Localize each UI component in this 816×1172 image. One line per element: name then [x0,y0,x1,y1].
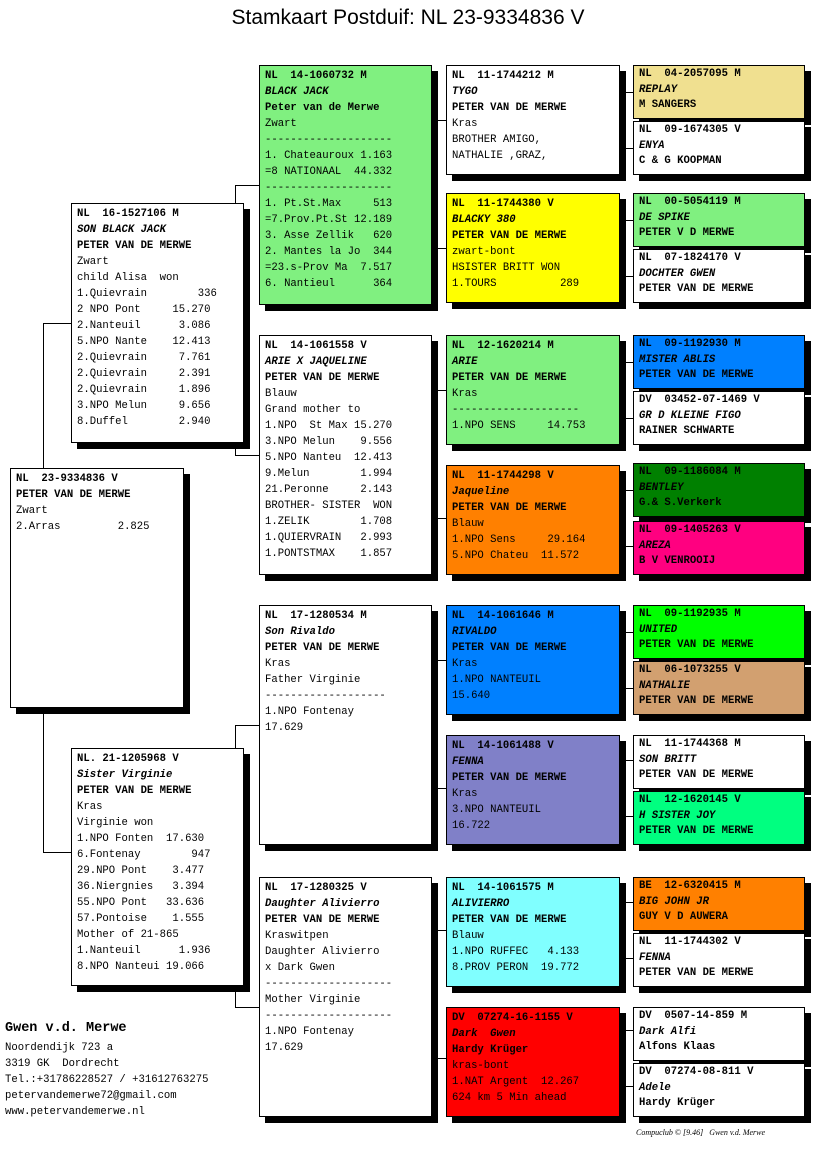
ring-number: NL 09-1192930 M [639,338,741,350]
card-line: 3.NPO Melun 9.656 [77,400,211,412]
card-line: Zwart [265,118,297,130]
connector-line [624,220,633,221]
ancestor-card [633,791,805,845]
ring-number: NL 17-1280534 M [265,610,367,622]
card-line: 5.NPO Nante 12.413 [77,336,211,348]
connector-line [437,248,446,249]
pigeon-name: Dark Alfi [639,1025,697,1038]
ring-number: NL 14-1061646 M [452,610,554,622]
connector-line [43,852,71,853]
connector-line [437,390,438,518]
card-line: -------------------- [265,978,393,990]
card-line: Zwart [16,505,48,517]
pigeon-name: UNITED [639,623,678,636]
card-line: 2. Mantes la Jo 344 [265,246,393,258]
card-line: 624 km 5 Min ahead [452,1092,567,1104]
card-line: =23.s-Prov Ma 7.517 [265,262,393,274]
owner-name: PETER VAN DE MERWE [265,914,380,926]
owner-address-block [5,1018,208,1120]
card-line: NATHALIE ,GRAZ, [452,150,548,162]
pigeon-name: DOCHTER GWEN [639,267,716,280]
card-line: 29.NPO Pont 3.477 [77,865,205,877]
pigeon-name: DE SPIKE [639,211,690,224]
card-line: Blauw [452,930,484,942]
pigeon-name: ALIVIERRO [452,898,510,910]
connector-line [624,92,633,93]
pigeon-name: ARIE X JAQUELINE [265,356,367,368]
ring-number: NL 17-1280325 V [265,882,367,894]
card-line: zwart-bont [452,246,516,258]
card-line: Mother of 21-865 [77,929,179,941]
pigeon-name: FENNA [452,756,484,768]
ancestor-card [633,661,805,715]
pigeon-name: MISTER ABLIS [639,353,716,366]
card-line: Daughter Alivierro [265,946,380,958]
connector-line [437,660,446,661]
pigeon-name: H SISTER JOY [639,809,716,822]
ring-number: NL 14-1061575 M [452,882,554,894]
owner-name: PETER VAN DE MERWE [77,240,192,252]
owner-name: PETER VAN DE MERWE [452,372,567,384]
ring-number: NL 12-1620145 V [639,794,741,806]
card-line: Kras [452,788,478,800]
card-line: 1.TOURS 289 [452,278,580,290]
connector-line [437,120,446,121]
owner-name: PETER VAN DE MERWE [639,769,754,781]
card-line: Kras [77,801,103,813]
card-line: 6. Nantieul 364 [265,278,393,290]
ring-number: NL. 21-1205968 V [77,753,179,765]
card-line: 6.Fontenay 947 [77,849,211,861]
pigeon-name: AREZA [639,539,671,552]
software-credit: Compuclub © [9.46] Gwen v.d. Merwe [636,1128,766,1137]
card-line: 15.640 [452,690,491,702]
mother-card [71,748,244,986]
card-line: 2.Quievrain 1.896 [77,384,211,396]
pigeon-name: SON BLACK JACK [77,224,167,236]
ring-number: NL 11-1744302 V [639,936,741,948]
card-line: =7.Prov.Pt.St 12.189 [265,214,393,226]
ring-number: NL 23-9334836 V [16,473,118,485]
ring-number: NL 11-1744212 M [452,70,554,82]
connector-line [624,362,633,363]
card-line: -------------------- [265,134,393,146]
address-city: 3319 GK Dordrecht [5,1058,120,1070]
ancestor-card [633,1063,805,1117]
subject-pigeon-card [10,468,184,708]
pigeon-name: Adele [639,1081,671,1094]
great-grandparent-card [446,335,620,445]
card-line: 1.Quievrain 336 [77,288,217,300]
great-grandparent-card [446,1007,620,1117]
connector-line [43,323,44,468]
pigeon-name: Son Rivaldo [265,626,335,638]
great-grandparent-card [446,735,620,845]
card-line: 8.NPO Nanteui 19.066 [77,961,205,973]
connector-line [43,323,71,324]
owner-name: B V VENROOIJ [639,555,716,567]
ancestor-card [633,335,805,389]
card-line: Father Virginie [265,674,361,686]
card-line: 1.NPO Fontenay [265,1026,355,1038]
owner-name: C & G KOOPMAN [639,155,722,167]
pigeon-name: ARIE [452,356,478,368]
owner-name: Peter van de Merwe [265,102,380,114]
connector-line [235,455,259,456]
card-line: 55.NPO Pont 33.636 [77,897,205,909]
pigeon-name: BLACKY 380 [452,214,516,226]
ancestor-card [633,877,805,931]
connector-line [624,276,633,277]
owner-name: PETER VAN DE MERWE [452,230,567,242]
connector-line [437,930,446,931]
card-line: Blauw [452,518,484,530]
card-line: 9.Melun 1.994 [265,468,393,480]
ring-number: NL 12-1620214 M [452,340,554,352]
pigeon-name: BENTLEY [639,481,684,494]
card-line: 1.NPO St Max 15.270 [265,420,393,432]
owner-name-heading: Gwen v.d. Merwe [5,1021,127,1036]
card-line: 1.QUIERVRAIN 2.993 [265,532,393,544]
owner-name: PETER VAN DE MERWE [452,914,567,926]
address-street: Noordendijk 723 a [5,1042,114,1054]
connector-line [624,490,633,491]
connector-line [235,725,259,726]
card-line: 3.NPO Melun 9.556 [265,436,393,448]
ancestor-card [633,121,805,175]
ancestor-card [633,463,805,517]
card-line: Zwart [77,256,109,268]
connector-line [624,958,633,959]
pigeon-name: FENNA [639,951,671,964]
ring-number: DV 0507-14-859 M [639,1010,748,1022]
connector-line [437,518,446,519]
ancestor-card [633,521,805,575]
card-line: 3.NPO NANTEUIL [452,804,542,816]
card-line: 1.NPO Fonten 17.630 [77,833,205,845]
owner-name: G.& S.Verkerk [639,497,722,509]
card-line: 16.722 [452,820,491,832]
connector-line [437,930,438,1058]
owner-name: PETER VAN DE MERWE [265,372,380,384]
owner-name: PETER VAN DE MERWE [452,502,567,514]
card-line: 3. Asse Zellik 620 [265,230,393,242]
ring-number: NL 09-1674305 V [639,124,741,136]
card-line: 17.629 [265,722,304,734]
card-line: Mother Virginie [265,994,361,1006]
ancestor-card [633,193,805,247]
ring-number: NL 04-2057095 M [639,68,741,80]
connector-line [624,632,633,633]
card-line: 57.Pontoise 1.555 [77,913,205,925]
great-grandparent-card [446,465,620,575]
card-line: -------------------- [452,404,580,416]
connector-line [235,185,259,186]
great-grandparent-card [446,65,620,175]
card-line: 2.Nanteuil 3.086 [77,320,211,332]
ring-number: BE 12-6320415 M [639,880,741,892]
card-line: 17.629 [265,1042,304,1054]
card-line: =8 NATIONAAL 44.332 [265,166,393,178]
card-line: 8.Duffel 2.940 [77,416,211,428]
connector-line [624,816,633,817]
owner-name: RAINER SCHWARTE [639,425,735,437]
card-line: -------------------- [265,182,393,194]
card-line: 36.Niergnies 3.394 [77,881,205,893]
owner-name: Hardy Krüger [639,1097,716,1109]
card-line: 2 NPO Pont 15.270 [77,304,211,316]
pigeon-name: Sister Virginie [77,769,173,781]
owner-name: PETER VAN DE MERWE [265,642,380,654]
pigeon-name: NATHALIE [639,679,690,692]
card-line: child Alisa won [77,272,179,284]
card-line: kras-bont [452,1060,510,1072]
ring-number: NL 09-1192935 M [639,608,741,620]
owner-name: PETER VAN DE MERWE [639,639,754,651]
ring-number: DV 03452-07-1469 V [639,394,760,406]
connector-line [624,902,633,903]
card-line: Kras [452,658,478,670]
email-address: petervandemerwe72@gmail.com [5,1090,177,1102]
pigeon-name: Jaqueline [452,486,510,498]
ancestor-card [633,1007,805,1061]
ring-number: DV 07274-16-1155 V [452,1012,573,1024]
card-line: 1.ZELIK 1.708 [265,516,393,528]
ring-number: NL 07-1824170 V [639,252,741,264]
pigeon-name: TYGO [452,86,478,98]
ring-number: NL 00-5054119 M [639,196,741,208]
card-line: 1. Pt.St.Max 513 [265,198,393,210]
card-line: 1.NPO SENS 14.753 [452,420,586,432]
card-line: BROTHER- SISTER WON [265,500,393,512]
pigeon-name: Dark Gwen [452,1028,516,1040]
owner-name: Hardy Krüger [452,1044,529,1056]
owner-name: PETER VAN DE MERWE [639,369,754,381]
card-line: HSISTER BRITT WON [452,262,561,274]
ancestor-card [633,249,805,303]
ring-number: NL 09-1405263 V [639,524,741,536]
card-line: 21.Peronne 2.143 [265,484,393,496]
card-line: Kraswitpen [265,930,329,942]
connector-line [624,688,633,689]
card-line: 1.NPO Fontenay [265,706,355,718]
card-line: 1.NPO NANTEUIL [452,674,542,686]
card-line: 8.PROV PERON 19.772 [452,962,580,974]
great-grandparent-card [446,877,620,987]
ring-number: NL 16-1527106 M [77,208,179,220]
connector-line [437,1058,446,1059]
owner-name: PETER VAN DE MERWE [639,967,754,979]
card-line: ------------------- [265,690,386,702]
ancestor-card [633,391,805,445]
pigeon-name: BIG JOHN JR [639,895,709,908]
owner-name: PETER VAN DE MERWE [639,825,754,837]
father-card [71,203,244,443]
ring-number: NL 11-1744380 V [452,198,554,210]
phone-numbers: Tel.:+31786228527 / +31612763275 [5,1074,209,1086]
pigeon-name: BLACK JACK [265,86,329,98]
card-line: -------------------- [265,1010,393,1022]
ancestor-card [633,65,805,119]
card-line: 1.Nanteuil 1.936 [77,945,211,957]
website-url: www.petervandemerwe.nl [5,1106,145,1118]
ring-number: NL 14-1060732 M [265,70,367,82]
page-title: Stamkaart Postduif: NL 23-9334836 V [231,6,585,29]
pigeon-name: GR D KLEINE FIGO [639,409,741,422]
card-line: Blauw [265,388,297,400]
card-line: Virginie won [77,817,154,829]
owner-name: PETER V D MERWE [639,227,735,239]
card-line: BROTHER AMIGO, [452,134,542,146]
connector-line [624,418,633,419]
card-line: 2.Quievrain 7.761 [77,352,211,364]
paternal-grandfather-card [259,65,432,305]
owner-name: PETER VAN DE MERWE [452,772,567,784]
owner-name: M SANGERS [639,99,697,111]
card-line: Kras [452,388,478,400]
card-line: Grand mother to [265,404,361,416]
ring-number: NL 06-1073255 V [639,664,741,676]
card-line: 1.PONTSTMAX 1.857 [265,548,393,560]
ring-number: DV 07274-08-811 V [639,1066,754,1078]
connector-line [437,660,438,788]
owner-name: PETER VAN DE MERWE [452,642,567,654]
paternal-grandmother-card [259,335,432,575]
owner-name: PETER VAN DE MERWE [639,283,754,295]
card-line: Kras [265,658,291,670]
card-line: 1. Chateauroux 1.163 [265,150,393,162]
connector-line [624,1086,633,1087]
card-line: x Dark Gwen [265,962,335,974]
maternal-grandmother-card [259,877,432,1117]
ring-number: NL 14-1061558 V [265,340,367,352]
connector-line [624,546,633,547]
great-grandparent-card [446,605,620,715]
card-line: Kras [452,118,478,130]
connector-line [624,148,633,149]
owner-name: Alfons Klaas [639,1041,716,1053]
card-line: 1.NPO Sens 29.164 [452,534,586,546]
owner-name: PETER VAN DE MERWE [77,785,192,797]
owner-name: PETER VAN DE MERWE [639,695,754,707]
card-line: 2.Arras 2.825 [16,521,150,533]
card-line: 1.NPO RUFFEC 4.133 [452,946,580,958]
pigeon-name: SON BRITT [639,753,697,766]
owner-name: PETER VAN DE MERWE [452,102,567,114]
pigeon-name: RIVALDO [452,626,497,638]
maternal-grandfather-card [259,605,432,845]
ancestor-card [633,735,805,789]
ancestor-card [633,605,805,659]
card-line: 5.NPO Chateu 11.572 [452,550,580,562]
pigeon-name: REPLAY [639,83,678,96]
card-line: 5.NPO Nanteu 12.413 [265,452,393,464]
card-line: 1.NAT Argent 12.267 [452,1076,580,1088]
ring-number: NL 11-1744298 V [452,470,554,482]
connector-line [43,708,44,852]
owner-name: GUY V D AUWERA [639,911,729,923]
ring-number: NL 14-1061488 V [452,740,554,752]
ancestor-card [633,933,805,987]
connector-line [437,788,446,789]
connector-line [235,1007,259,1008]
card-line: 2.Quievrain 2.391 [77,368,211,380]
connector-line [437,120,438,248]
ring-number: NL 11-1744368 M [639,738,741,750]
pigeon-name: ENYA [639,139,665,152]
connector-line [624,760,633,761]
connector-line [437,390,446,391]
pigeon-name: Daughter Alivierro [265,898,380,910]
connector-line [624,1030,633,1031]
great-grandparent-card [446,193,620,303]
ring-number: NL 09-1186084 M [639,466,741,478]
owner-name: PETER VAN DE MERWE [16,489,131,501]
